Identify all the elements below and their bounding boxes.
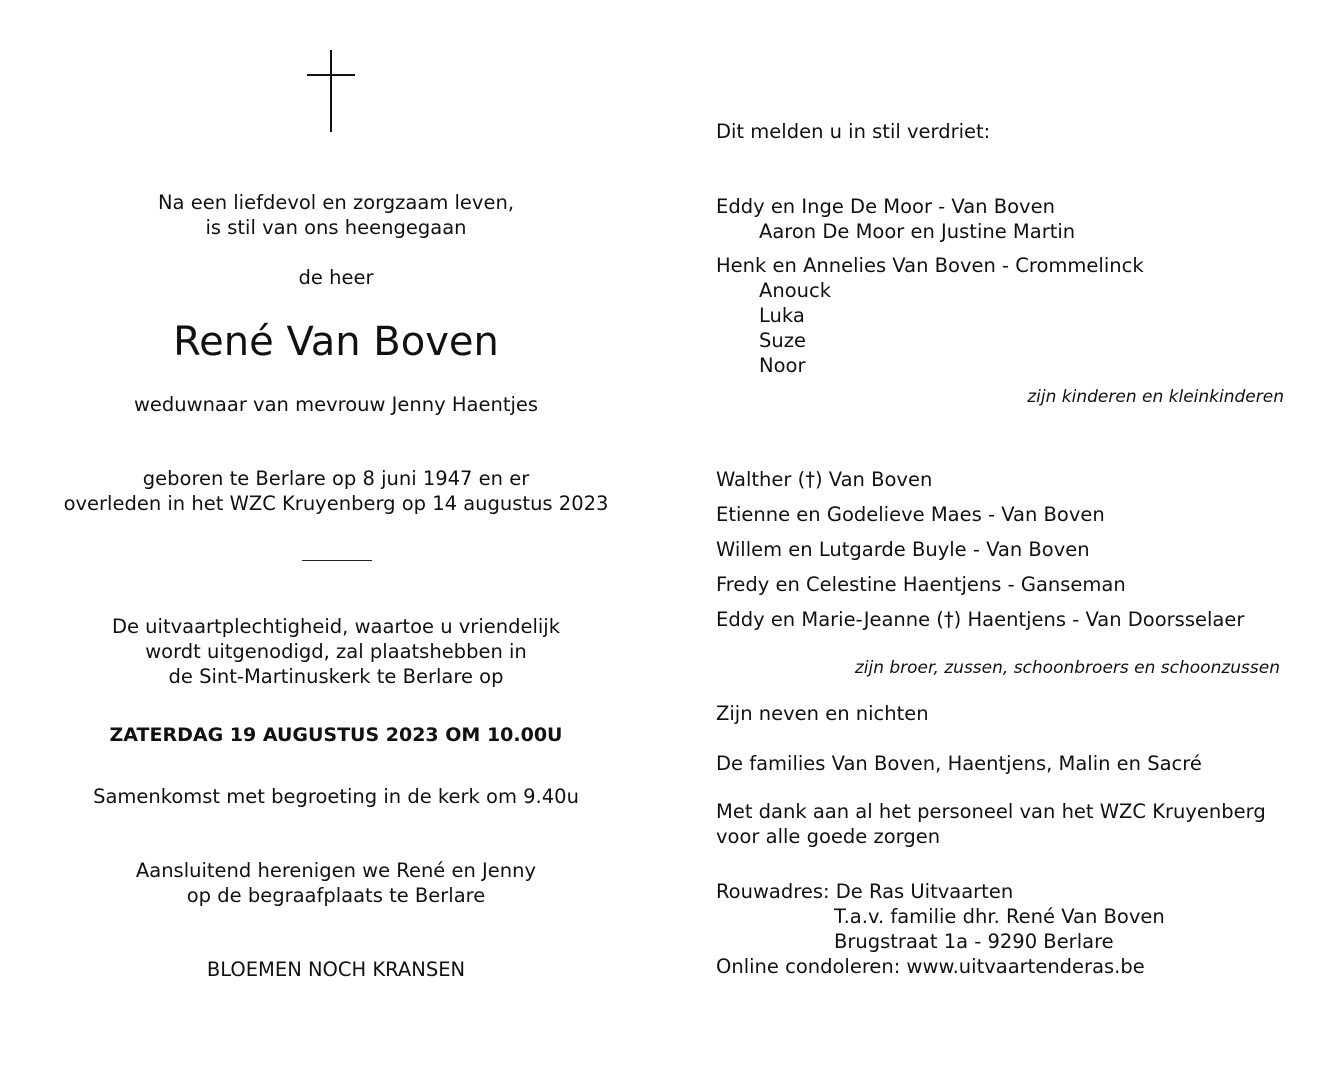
ceremony-date: ZATERDAG 19 AUGUSTUS 2023 OM 10.00U xyxy=(109,724,563,746)
sibling-item: Eddy en Marie-Jeanne (†) Haentjens - Van Doorsselaer xyxy=(716,608,1245,631)
gathering-line: Samenkomst met begroeting in de kerk om 9.40u xyxy=(93,785,579,808)
cross-icon-bar xyxy=(307,74,355,76)
birth-line: geboren te Berlare op 8 juni 1947 en er xyxy=(142,467,530,490)
sibling-item: Willem en Lutgarde Buyle - Van Boven xyxy=(716,538,1090,561)
nephews-line: Zijn neven en nichten xyxy=(716,702,929,725)
ceremony-line-3: de Sint-Martinuskerk te Berlare op xyxy=(168,665,504,688)
sibling-item: Fredy en Celestine Haentjens - Ganseman xyxy=(716,573,1126,596)
address-label: Rouwadres: De Ras Uitvaarten xyxy=(716,880,1014,903)
grandchild-item: Luka xyxy=(759,304,805,327)
divider xyxy=(302,560,372,561)
announce-line: Dit melden u in stil verdriet: xyxy=(716,120,991,143)
grandchild-item: Noor xyxy=(759,354,806,377)
family-1: Eddy en Inge De Moor - Van Boven xyxy=(716,195,1055,218)
death-line: overleden in het WZC Kruyenberg op 14 augustus 2023 xyxy=(63,492,609,515)
children-caption: zijn kinderen en kleinkinderen xyxy=(1027,387,1284,407)
widower-line: weduwnaar van mevrouw Jenny Haentjes xyxy=(133,393,539,416)
address-line-1: T.a.v. familie dhr. René Van Boven xyxy=(834,905,1165,928)
no-flowers: BLOEMEN NOCH KRANSEN xyxy=(206,958,466,981)
ceremony-line-1: De uitvaartplechtigheid, waartoe u vriendelijk xyxy=(111,615,561,638)
sibling-item: Etienne en Godelieve Maes - Van Boven xyxy=(716,503,1105,526)
families-line: De families Van Boven, Haentjens, Malin en Sacré xyxy=(716,752,1202,775)
grandchild-item: Suze xyxy=(759,329,806,352)
grandchild-item: Anouck xyxy=(759,279,832,302)
ceremony-line-2: wordt uitgenodigd, zal plaatshebben in xyxy=(145,640,527,663)
intro-line-2: is stil van ons heengegaan xyxy=(205,216,467,239)
address-line-2: Brugstraat 1a - 9290 Berlare xyxy=(834,930,1114,953)
sibling-item: Walther (†) Van Boven xyxy=(716,468,933,491)
salutation: de heer xyxy=(298,266,374,289)
reunite-line-1: Aansluitend herenigen we René en Jenny xyxy=(135,859,537,882)
family-1-grandchild: Aaron De Moor en Justine Martin xyxy=(759,220,1076,243)
deceased-name: René Van Boven xyxy=(173,319,499,365)
cross-icon xyxy=(330,50,332,132)
family-2: Henk en Annelies Van Boven - Crommelinck xyxy=(716,254,1144,277)
reunite-line-2: op de begraafplaats te Berlare xyxy=(186,884,486,907)
online-condolence: Online condoleren: www.uitvaartenderas.be xyxy=(716,955,1145,978)
thanks-line-2: voor alle goede zorgen xyxy=(716,825,941,848)
intro-line-1: Na een liefdevol en zorgzaam leven, xyxy=(157,191,515,214)
thanks-line-1: Met dank aan al het personeel van het WZC Kruyenberg xyxy=(716,800,1266,823)
siblings-caption: zijn broer, zussen, schoonbroers en schoonzussen xyxy=(854,658,1280,678)
